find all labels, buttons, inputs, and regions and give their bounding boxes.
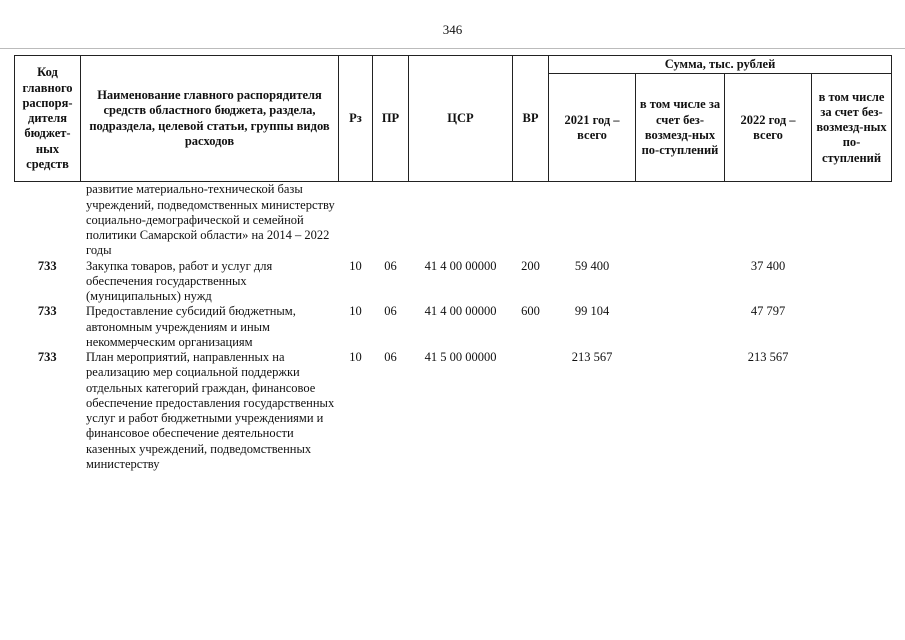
table-row: [15, 350, 892, 472]
cell-name: Предоставление субсидий бюджетным, автономным учреждениям и иным некоммерческим организациям: [81, 304, 339, 350]
cell-name: развитие материально-технической базы учреждений, подведомственных министерству социально-демографической и семейной политики Самарской области» на 2014 – 2022 годы: [81, 182, 339, 259]
cell-2021-free: [636, 350, 725, 472]
table-header: [15, 56, 892, 182]
header-csr: ЦСР: [409, 56, 513, 182]
cell-code: 733: [37, 258, 57, 273]
cell-code: 733: [37, 350, 57, 364]
header-sum-group: Сумма, тыс. рублей: [549, 56, 892, 74]
cell-code: 733: [37, 304, 57, 319]
header-2022-total: 2022 год – всего: [725, 74, 812, 182]
cell-2022-free: [812, 182, 892, 259]
cell-csr: [409, 182, 513, 259]
budget-table: [14, 55, 892, 472]
header-name: Наименование главного распорядителя средств областного бюджета, раздела, подраздела, целевой статьи, группы видов расходов: [81, 56, 339, 182]
cell-2022-total: 213 567: [725, 350, 812, 472]
cell-pr: 06: [373, 350, 409, 472]
cell-2022-total: 47 797: [725, 304, 812, 350]
header-pr: ПР: [373, 56, 409, 182]
cell-pr: 06: [373, 304, 409, 350]
cell-pr: 06: [373, 259, 409, 305]
cell-2021-free: [636, 259, 725, 305]
cell-pr: [373, 182, 409, 259]
cell-2022-total: [725, 182, 812, 259]
page-number: 346: [442, 22, 463, 37]
header-code: Код главного распоря-дителя бюджет-ных средств: [15, 56, 81, 182]
cell-2021-free: [636, 304, 725, 350]
cell-vr: 200: [513, 259, 549, 305]
cell-rz: 10: [339, 304, 373, 350]
cell-rz: [339, 182, 373, 259]
header-2021-total: 2021 год – всего: [549, 74, 636, 182]
cell-csr: 41 4 00 00000: [409, 304, 513, 350]
table-body: [15, 182, 892, 472]
cell-name: План мероприятий, направленных на реализацию мер социальной поддержки отдельных категорий граждан, финансовое обеспечение предоставления государственных услуг и работ бюджетными учреждениями и финансовое обеспечение деятельности казенных учреждений, подведомственных министерству: [81, 350, 339, 472]
table-row: [15, 259, 892, 305]
cell-name: Закупка товаров, работ и услуг для обеспечения государственных (муниципальных) нужд: [81, 259, 339, 305]
page-top-rule: [0, 48, 905, 49]
table-row: [15, 182, 892, 259]
header-2021-free: в том числе за счет без-возмезд-ных по-ступлений: [636, 74, 725, 182]
cell-rz: 10: [339, 350, 373, 472]
header-rz: Рз: [339, 56, 373, 182]
cell-2021-total: 59 400: [549, 259, 636, 305]
cell-2021-total: 213 567: [549, 350, 636, 472]
cell-2021-free: [636, 182, 725, 259]
cell-vr: 600: [513, 304, 549, 350]
cell-2022-free: [812, 259, 892, 305]
cell-2022-total: 37 400: [725, 259, 812, 305]
cell-2022-free: [812, 304, 892, 350]
cell-2021-total: 99 104: [549, 304, 636, 350]
table-row: [15, 304, 892, 350]
cell-csr: 41 4 00 00000: [409, 259, 513, 305]
cell-csr: 41 5 00 00000: [409, 350, 513, 472]
cell-vr: [513, 350, 549, 472]
cell-2021-total: [549, 182, 636, 259]
cell-rz: 10: [339, 259, 373, 305]
cell-2022-free: [812, 350, 892, 472]
header-vr: ВР: [513, 56, 549, 182]
cell-code: [15, 182, 81, 259]
cell-vr: [513, 182, 549, 259]
header-2022-free: в том числе за счет без-возмезд-ных по-ступлений: [812, 74, 892, 182]
